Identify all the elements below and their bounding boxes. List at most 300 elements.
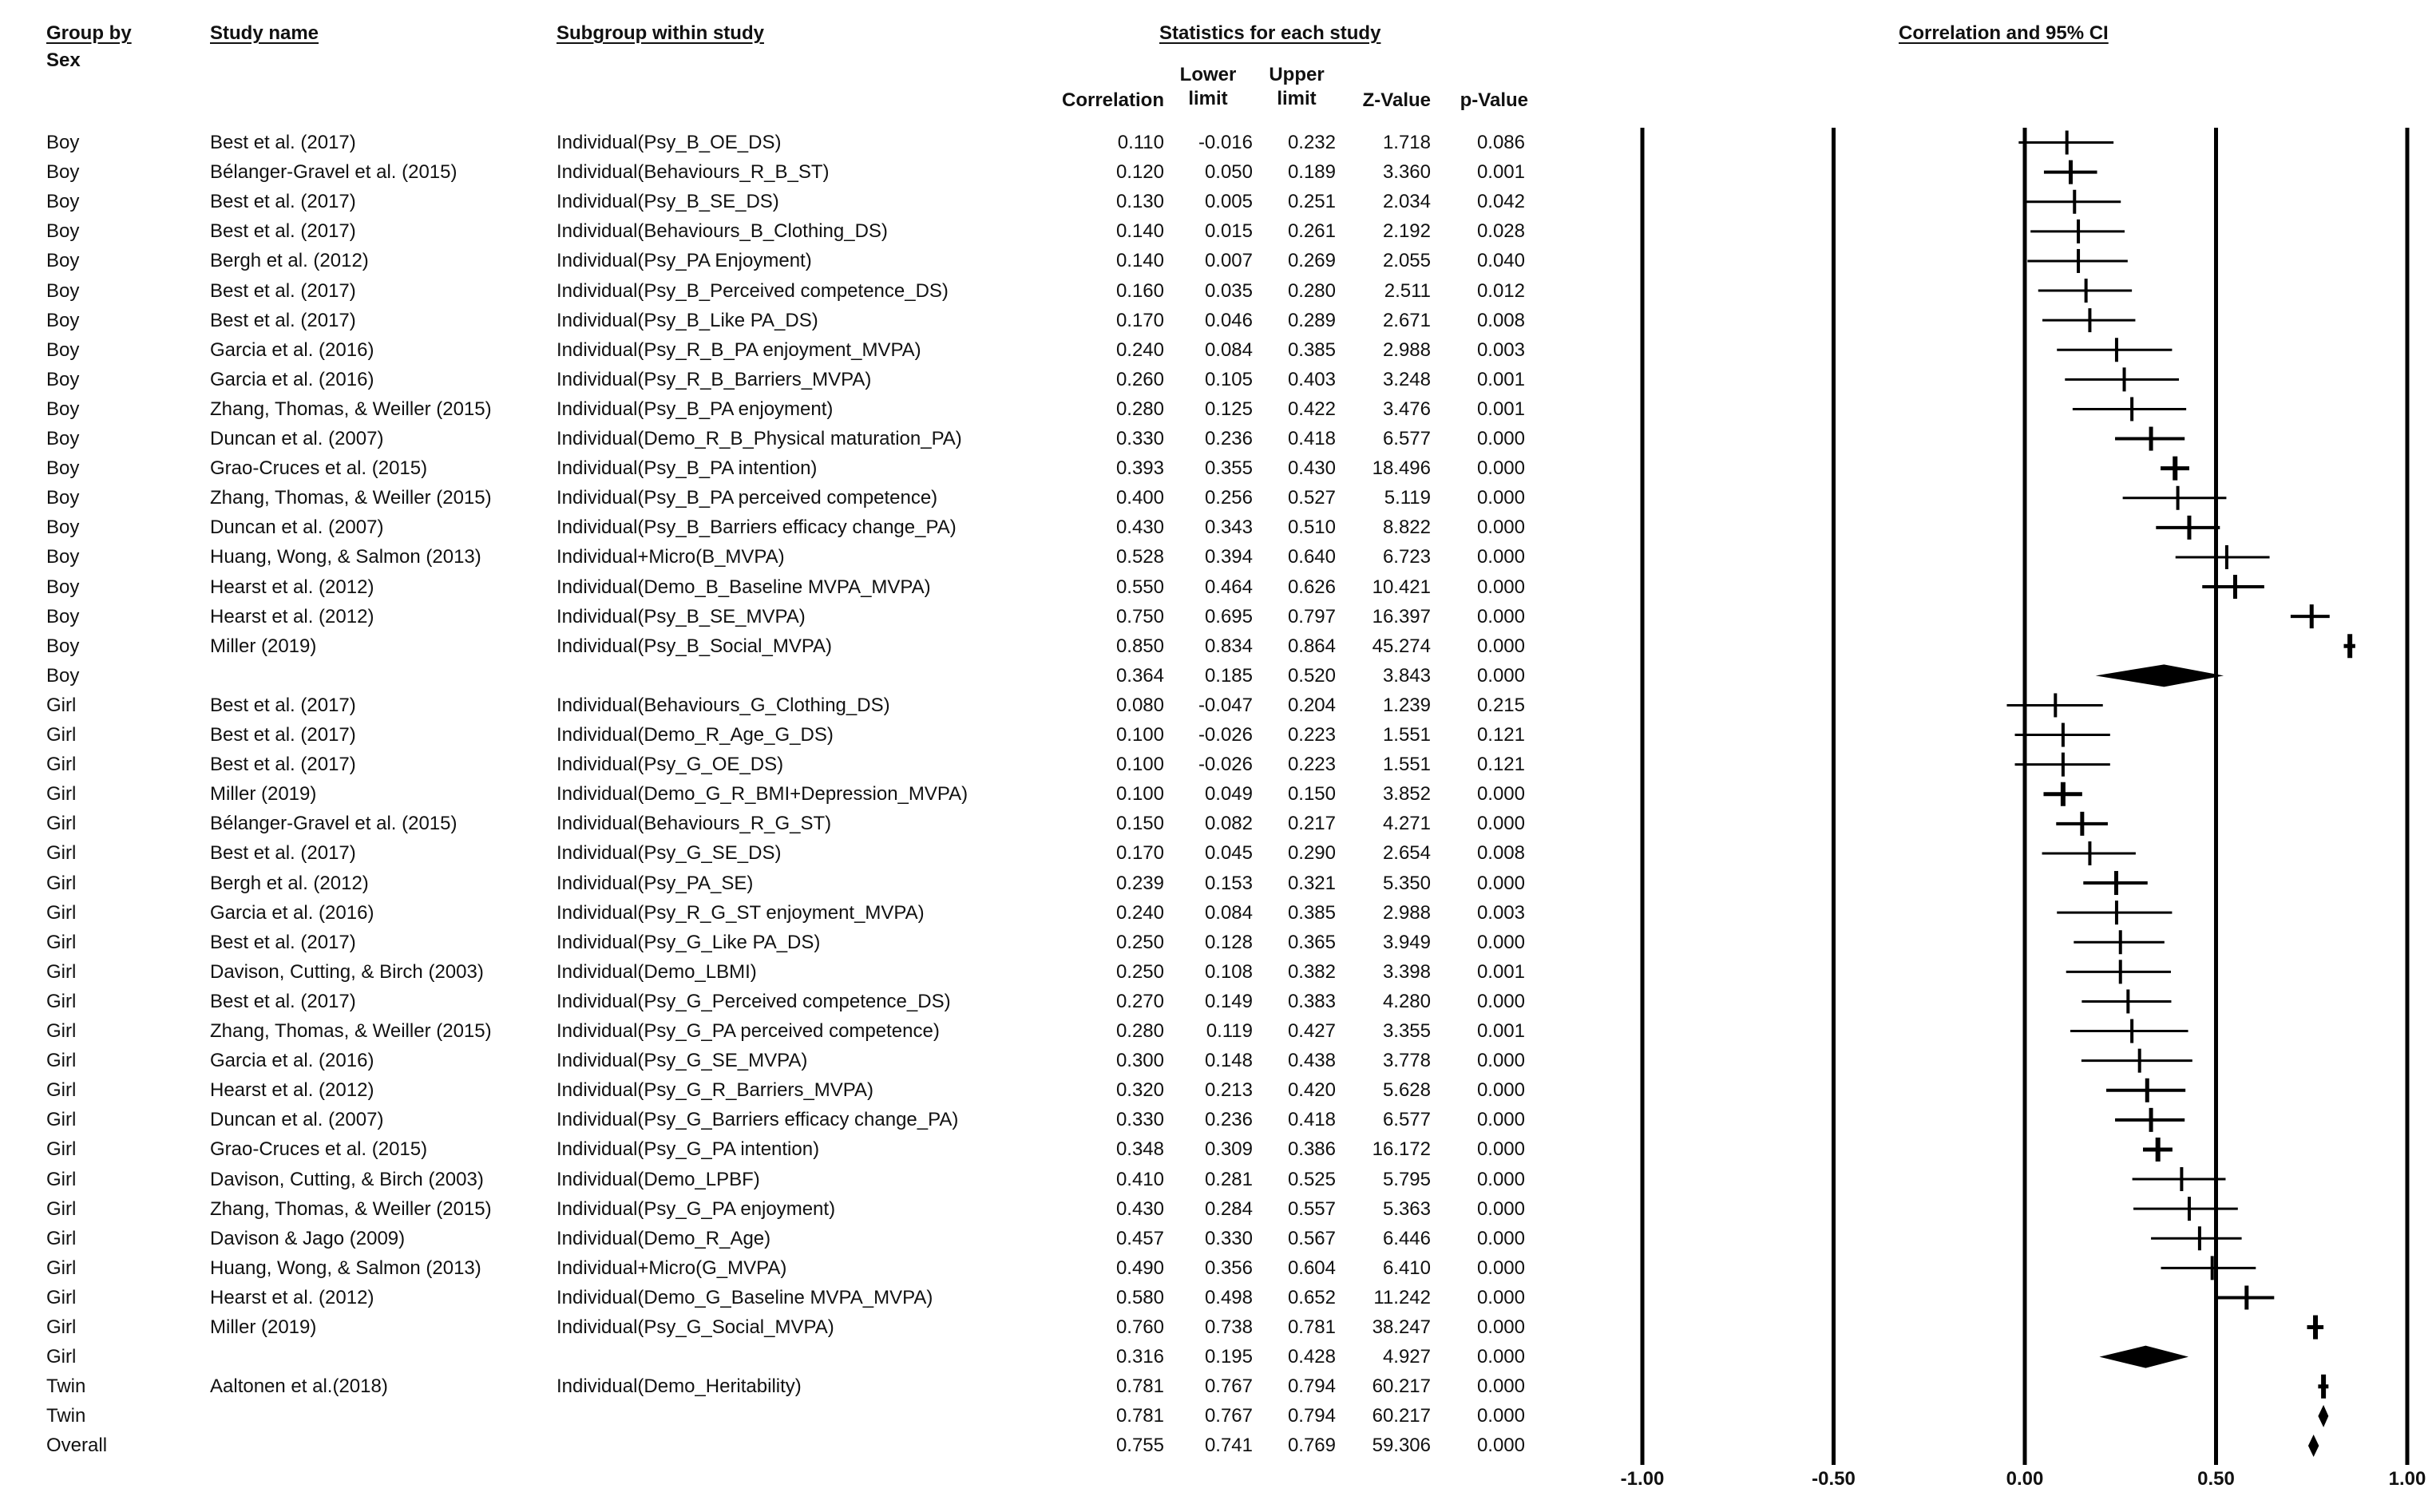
row-study-name: Davison & Jago (2009) <box>210 1227 406 1249</box>
row-group: Boy <box>46 220 80 243</box>
row-z-value: 2.055 <box>1382 250 1431 272</box>
row-p-value: 0.001 <box>1476 368 1525 390</box>
row-p-value: 0.042 <box>1476 191 1525 213</box>
row-z-value: 8.822 <box>1382 517 1431 539</box>
row-group: Girl <box>46 813 77 835</box>
row-group: Boy <box>46 664 80 687</box>
row-study-name: Garcia et al. (2016) <box>210 338 374 361</box>
row-lower-limit: 0.185 <box>1204 664 1253 687</box>
row-z-value: 5.795 <box>1382 1168 1431 1190</box>
row-correlation: 0.490 <box>1115 1257 1164 1279</box>
row-group: Girl <box>46 1346 77 1368</box>
row-p-value: 0.028 <box>1476 220 1525 243</box>
row-lower-limit: 0.695 <box>1204 605 1253 627</box>
row-z-value: 3.355 <box>1382 1020 1431 1042</box>
row-lower-limit: 0.084 <box>1204 901 1253 924</box>
row-upper-limit: 0.525 <box>1287 1168 1336 1190</box>
row-subgroup: Individual(Demo_LBMI) <box>557 960 757 983</box>
row-subgroup: Individual(Psy_B_OE_DS) <box>557 132 782 153</box>
row-lower-limit: 0.148 <box>1204 1050 1253 1072</box>
forest-ticks <box>1621 1468 2426 1490</box>
row-correlation: 0.330 <box>1115 1109 1164 1131</box>
row-z-value: 1.551 <box>1382 724 1431 746</box>
row-z-value: 11.242 <box>1373 1286 1431 1308</box>
row-p-value: 0.000 <box>1476 487 1525 509</box>
row-p-value: 0.000 <box>1476 783 1525 805</box>
row-p-value: 0.000 <box>1476 664 1525 687</box>
row-subgroup: Individual(Psy_G_PA perceived competence) <box>557 1020 940 1042</box>
row-upper-limit: 0.382 <box>1287 960 1336 983</box>
row-lower-limit: 0.236 <box>1204 1109 1253 1131</box>
row-z-value: 2.192 <box>1382 220 1431 243</box>
row-subgroup: Individual(Demo_Heritability) <box>557 1375 802 1398</box>
colhead-lower-line2: limit <box>1188 88 1228 109</box>
row-lower-limit: 0.015 <box>1204 220 1253 243</box>
row-upper-limit: 0.520 <box>1287 664 1336 687</box>
row-group: Girl <box>46 1109 77 1131</box>
row-subgroup: Individual(Psy_B_PA perceived competence) <box>557 487 938 509</box>
row-correlation: 0.100 <box>1115 754 1164 776</box>
row-p-value: 0.000 <box>1476 457 1525 480</box>
row-study-name: Bélanger-Gravel et al. (2015) <box>210 813 457 835</box>
row-study-name: Duncan et al. (2007) <box>210 517 384 539</box>
row-p-value: 0.001 <box>1476 398 1525 420</box>
row-upper-limit: 0.321 <box>1287 872 1336 894</box>
row-group: Boy <box>46 161 80 184</box>
row-lower-limit: 0.050 <box>1204 161 1253 184</box>
row-upper-limit: 0.269 <box>1287 250 1336 272</box>
row-group: Girl <box>46 754 77 776</box>
row-lower-limit: 0.343 <box>1204 517 1253 539</box>
row-group: Boy <box>46 487 80 509</box>
row-z-value: 3.360 <box>1382 161 1431 184</box>
row-p-value: 0.001 <box>1476 960 1525 983</box>
row-lower-limit: 0.046 <box>1204 309 1253 331</box>
row-p-value: 0.001 <box>1476 161 1525 184</box>
row-correlation: 0.457 <box>1115 1227 1164 1249</box>
row-subgroup: Individual(Demo_R_Age) <box>557 1227 771 1249</box>
row-upper-limit: 0.403 <box>1287 368 1336 390</box>
row-lower-limit: 0.035 <box>1204 279 1253 302</box>
row-study-name: Best et al. (2017) <box>210 754 356 776</box>
forest-marks <box>2006 131 2355 1457</box>
row-group: Boy <box>46 457 80 480</box>
row-group: Boy <box>46 309 80 331</box>
row-study-name: Hearst et al. (2012) <box>210 1079 374 1102</box>
row-z-value: 2.034 <box>1382 191 1431 213</box>
row-group: Boy <box>46 546 80 568</box>
colhead-lower-line1: Lower <box>1179 64 1237 85</box>
row-lower-limit: 0.355 <box>1204 457 1253 480</box>
row-upper-limit: 0.386 <box>1287 1138 1336 1161</box>
row-lower-limit: 0.356 <box>1204 1257 1253 1279</box>
row-subgroup: Individual(Psy_B_SE_DS) <box>557 191 779 213</box>
row-correlation: 0.364 <box>1115 664 1164 687</box>
row-lower-limit: 0.128 <box>1204 931 1253 953</box>
row-lower-limit: 0.105 <box>1204 368 1253 390</box>
row-study-name: Best et al. (2017) <box>210 191 356 213</box>
row-subgroup: Individual(Behaviours_R_B_ST) <box>557 161 830 184</box>
row-lower-limit: 0.834 <box>1204 635 1253 657</box>
row-subgroup: Individual(Demo_G_R_BMI+Depression_MVPA) <box>557 783 968 805</box>
row-z-value: 1.551 <box>1382 754 1431 776</box>
row-p-value: 0.000 <box>1476 1405 1525 1427</box>
row-upper-limit: 0.794 <box>1287 1405 1336 1427</box>
row-z-value: 3.476 <box>1382 398 1431 420</box>
row-group: Boy <box>46 576 80 598</box>
row-correlation: 0.430 <box>1115 517 1164 539</box>
x-tick-label: -1.00 <box>1620 1468 1665 1490</box>
row-subgroup: Individual(Demo_R_Age_G_DS) <box>557 724 834 746</box>
row-study-name: Best et al. (2017) <box>210 220 356 243</box>
colhead-z-value: Z-Value <box>1362 89 1431 111</box>
row-upper-limit: 0.232 <box>1287 132 1336 153</box>
row-upper-limit: 0.289 <box>1287 309 1336 331</box>
row-study-name: Grao-Cruces et al. (2015) <box>210 457 428 480</box>
row-correlation: 0.240 <box>1115 338 1164 361</box>
row-study-name: Bélanger-Gravel et al. (2015) <box>210 161 457 184</box>
row-study-name: Miller (2019) <box>210 1316 317 1338</box>
row-correlation: 0.140 <box>1115 250 1164 272</box>
row-correlation: 0.160 <box>1115 279 1164 302</box>
row-lower-limit: 0.741 <box>1204 1435 1253 1457</box>
row-correlation: 0.430 <box>1115 1197 1164 1220</box>
row-z-value: 6.723 <box>1382 546 1431 568</box>
row-correlation: 0.580 <box>1115 1286 1164 1308</box>
row-z-value: 3.949 <box>1382 931 1431 953</box>
row-lower-limit: -0.026 <box>1198 754 1253 776</box>
header-study-name: Study name <box>210 22 319 44</box>
row-upper-limit: 0.383 <box>1287 990 1336 1012</box>
row-subgroup: Individual(Demo_B_Baseline MVPA_MVPA) <box>557 576 931 598</box>
row-z-value: 2.988 <box>1382 901 1431 924</box>
row-study-name: Aaltonen et al.(2018) <box>210 1375 388 1398</box>
row-upper-limit: 0.557 <box>1287 1197 1336 1220</box>
row-p-value: 0.000 <box>1476 635 1525 657</box>
row-p-value: 0.121 <box>1476 724 1525 746</box>
row-p-value: 0.086 <box>1476 132 1525 153</box>
row-p-value: 0.000 <box>1476 1138 1525 1161</box>
row-correlation: 0.270 <box>1115 990 1164 1012</box>
row-correlation: 0.100 <box>1115 783 1164 805</box>
row-study-name: Best et al. (2017) <box>210 990 356 1012</box>
row-lower-limit: 0.309 <box>1204 1138 1253 1161</box>
row-upper-limit: 0.217 <box>1287 813 1336 835</box>
row-subgroup: Individual(Psy_B_Barriers efficacy change_PA) <box>557 517 957 539</box>
row-correlation: 0.170 <box>1115 309 1164 331</box>
row-upper-limit: 0.251 <box>1287 191 1336 213</box>
row-correlation: 0.400 <box>1115 487 1164 509</box>
row-study-name: Best et al. (2017) <box>210 931 356 953</box>
row-z-value: 2.511 <box>1384 279 1431 302</box>
summary-diamond <box>2318 1405 2328 1427</box>
row-z-value: 2.654 <box>1382 842 1431 865</box>
row-subgroup: Individual(Behaviours_B_Clothing_DS) <box>557 220 888 243</box>
row-correlation: 0.300 <box>1115 1050 1164 1072</box>
row-study-name: Best et al. (2017) <box>210 309 356 331</box>
row-upper-limit: 0.769 <box>1287 1435 1336 1457</box>
row-group: Boy <box>46 338 80 361</box>
row-z-value: 6.410 <box>1382 1257 1431 1279</box>
row-group: Girl <box>46 1227 77 1249</box>
row-subgroup: Individual(Demo_G_Baseline MVPA_MVPA) <box>557 1286 933 1308</box>
row-p-value: 0.000 <box>1476 1316 1525 1338</box>
row-lower-limit: 0.119 <box>1206 1020 1253 1042</box>
row-p-value: 0.000 <box>1476 1050 1525 1072</box>
row-group: Boy <box>46 191 80 213</box>
row-study-name: Duncan et al. (2007) <box>210 1109 384 1131</box>
row-upper-limit: 0.794 <box>1287 1375 1336 1398</box>
row-upper-limit: 0.640 <box>1287 546 1336 568</box>
row-group: Girl <box>46 1257 77 1279</box>
row-correlation: 0.280 <box>1115 398 1164 420</box>
row-lower-limit: 0.007 <box>1204 250 1253 272</box>
row-group: Overall <box>46 1435 108 1457</box>
row-lower-limit: 0.464 <box>1204 576 1253 598</box>
row-z-value: 1.718 <box>1382 132 1431 153</box>
row-subgroup: Individual(Psy_G_OE_DS) <box>557 754 784 776</box>
row-z-value: 5.119 <box>1384 487 1431 509</box>
row-correlation: 0.280 <box>1115 1020 1164 1042</box>
row-group: Boy <box>46 635 80 657</box>
row-subgroup: Individual(Psy_G_Perceived competence_DS) <box>557 990 951 1012</box>
row-subgroup: Individual(Psy_G_Social_MVPA) <box>557 1316 834 1338</box>
row-lower-limit: -0.016 <box>1198 132 1253 153</box>
row-study-name: Garcia et al. (2016) <box>210 368 374 390</box>
row-z-value: 5.350 <box>1382 872 1431 894</box>
row-group: Girl <box>46 1079 77 1102</box>
row-z-value: 16.172 <box>1372 1138 1431 1161</box>
row-subgroup: Individual(Psy_B_SE_MVPA) <box>557 605 806 627</box>
row-correlation: 0.316 <box>1115 1346 1164 1368</box>
row-study-name: Zhang, Thomas, & Weiller (2015) <box>210 398 492 420</box>
row-correlation: 0.239 <box>1115 872 1164 894</box>
row-z-value: 3.852 <box>1382 783 1431 805</box>
row-upper-limit: 0.385 <box>1287 901 1336 924</box>
row-study-name: Best et al. (2017) <box>210 842 356 865</box>
row-subgroup: Individual(Psy_G_Barriers efficacy change_PA) <box>557 1109 959 1131</box>
row-study-name: Best et al. (2017) <box>210 694 356 716</box>
row-upper-limit: 0.290 <box>1287 842 1336 865</box>
row-subgroup: Individual(Demo_R_B_Physical maturation_PA) <box>557 428 962 449</box>
row-subgroup: Individual(Psy_PA_SE) <box>557 872 754 894</box>
row-group: Girl <box>46 1138 77 1161</box>
row-study-name: Hearst et al. (2012) <box>210 605 374 627</box>
row-subgroup: Individual(Psy_B_Perceived competence_DS) <box>557 279 949 302</box>
row-subgroup: Individual(Behaviours_G_Clothing_DS) <box>557 694 890 716</box>
row-subgroup: Individual(Psy_G_SE_DS) <box>557 842 782 865</box>
row-subgroup: Individual(Psy_G_PA enjoyment) <box>557 1197 836 1220</box>
row-z-value: 2.671 <box>1382 309 1431 331</box>
row-z-value: 2.988 <box>1382 338 1431 361</box>
row-upper-limit: 0.150 <box>1287 783 1336 805</box>
colhead-correlation: Correlation <box>1061 89 1164 111</box>
colhead-upper-line1: Upper <box>1269 64 1325 85</box>
row-upper-limit: 0.189 <box>1287 161 1336 184</box>
row-correlation: 0.760 <box>1115 1316 1164 1338</box>
row-p-value: 0.040 <box>1476 250 1525 272</box>
row-p-value: 0.000 <box>1476 576 1525 598</box>
row-correlation: 0.850 <box>1115 635 1164 657</box>
row-group: Girl <box>46 990 77 1012</box>
row-correlation: 0.348 <box>1115 1138 1164 1161</box>
row-upper-limit: 0.422 <box>1287 398 1336 420</box>
row-subgroup: Individual(Psy_G_Like PA_DS) <box>557 931 821 953</box>
row-subgroup: Individual+Micro(B_MVPA) <box>557 546 785 568</box>
row-correlation: 0.170 <box>1115 842 1164 865</box>
row-upper-limit: 0.204 <box>1287 694 1336 716</box>
header-statistics: Statistics for each study <box>1159 22 1381 44</box>
row-group: Girl <box>46 1020 77 1042</box>
row-study-name: Bergh et al. (2012) <box>210 250 369 272</box>
row-group: Girl <box>46 1286 77 1308</box>
row-p-value: 0.003 <box>1476 901 1525 924</box>
row-upper-limit: 0.527 <box>1287 487 1336 509</box>
row-z-value: 16.397 <box>1372 605 1431 627</box>
summary-diamond <box>2096 664 2224 687</box>
row-p-value: 0.000 <box>1476 990 1525 1012</box>
row-upper-limit: 0.430 <box>1287 457 1336 480</box>
row-upper-limit: 0.781 <box>1287 1316 1336 1338</box>
row-z-value: 1.239 <box>1382 694 1431 716</box>
row-p-value: 0.003 <box>1476 338 1525 361</box>
row-p-value: 0.000 <box>1476 1375 1525 1398</box>
row-lower-limit: 0.394 <box>1204 546 1253 568</box>
row-p-value: 0.000 <box>1476 605 1525 627</box>
row-group: Girl <box>46 1050 77 1072</box>
row-p-value: 0.000 <box>1476 1227 1525 1249</box>
row-p-value: 0.121 <box>1476 754 1525 776</box>
row-upper-limit: 0.438 <box>1287 1050 1336 1072</box>
row-p-value: 0.000 <box>1476 1168 1525 1190</box>
row-subgroup: Individual(Psy_R_B_Barriers_MVPA) <box>557 368 872 390</box>
row-group: Girl <box>46 694 77 716</box>
row-subgroup: Individual(Psy_PA Enjoyment) <box>557 250 812 272</box>
row-group: Boy <box>46 517 80 539</box>
row-lower-limit: 0.213 <box>1204 1079 1253 1102</box>
row-subgroup: Individual(Behaviours_R_G_ST) <box>557 813 832 835</box>
row-upper-limit: 0.567 <box>1287 1227 1336 1249</box>
row-study-name: Miller (2019) <box>210 635 317 657</box>
row-upper-limit: 0.223 <box>1287 754 1336 776</box>
row-group: Girl <box>46 931 77 953</box>
row-p-value: 0.000 <box>1476 931 1525 953</box>
row-correlation: 0.320 <box>1115 1079 1164 1102</box>
row-correlation: 0.130 <box>1115 191 1164 213</box>
row-p-value: 0.000 <box>1476 813 1525 835</box>
row-study-name: Zhang, Thomas, & Weiller (2015) <box>210 1197 492 1220</box>
row-study-name: Hearst et al. (2012) <box>210 576 374 598</box>
row-lower-limit: 0.195 <box>1204 1346 1253 1368</box>
row-study-name: Best et al. (2017) <box>210 132 356 153</box>
row-study-name: Duncan et al. (2007) <box>210 428 384 449</box>
row-upper-limit: 0.510 <box>1287 517 1336 539</box>
row-lower-limit: 0.256 <box>1204 487 1253 509</box>
row-lower-limit: 0.049 <box>1204 783 1253 805</box>
row-group: Girl <box>46 842 77 865</box>
row-study-name: Hearst et al. (2012) <box>210 1286 374 1308</box>
row-correlation: 0.781 <box>1115 1405 1164 1427</box>
row-z-value: 5.628 <box>1382 1079 1431 1102</box>
row-lower-limit: 0.330 <box>1204 1227 1253 1249</box>
row-study-name: Garcia et al. (2016) <box>210 901 374 924</box>
row-lower-limit: 0.284 <box>1204 1197 1253 1220</box>
row-correlation: 0.781 <box>1115 1375 1164 1398</box>
row-group: Boy <box>46 132 80 153</box>
row-group: Girl <box>46 901 77 924</box>
row-subgroup: Individual(Demo_LPBF) <box>557 1168 760 1190</box>
row-correlation: 0.100 <box>1115 724 1164 746</box>
row-correlation: 0.750 <box>1115 605 1164 627</box>
row-p-value: 0.000 <box>1476 1346 1525 1368</box>
row-study-name: Bergh et al. (2012) <box>210 872 369 894</box>
row-upper-limit: 0.261 <box>1287 220 1336 243</box>
colhead-upper-line2: limit <box>1277 88 1317 109</box>
row-p-value: 0.000 <box>1476 428 1525 449</box>
header-group-by: Group by <box>46 22 132 44</box>
row-group: Boy <box>46 250 80 272</box>
row-subgroup: Individual(Psy_G_R_Barriers_MVPA) <box>557 1079 874 1102</box>
row-p-value: 0.000 <box>1476 1435 1525 1457</box>
row-correlation: 0.110 <box>1117 132 1164 153</box>
row-subgroup: Individual(Psy_G_PA intention) <box>557 1138 820 1161</box>
row-subgroup: Individual(Psy_R_B_PA enjoyment_MVPA) <box>557 338 921 361</box>
row-upper-limit: 0.420 <box>1287 1079 1336 1102</box>
row-correlation: 0.410 <box>1115 1168 1164 1190</box>
row-z-value: 6.577 <box>1382 428 1431 449</box>
row-lower-limit: 0.149 <box>1204 990 1253 1012</box>
row-lower-limit: 0.005 <box>1204 191 1253 213</box>
row-upper-limit: 0.864 <box>1287 635 1336 657</box>
row-study-name: Best et al. (2017) <box>210 724 356 746</box>
row-correlation: 0.260 <box>1115 368 1164 390</box>
row-group: Boy <box>46 368 80 390</box>
row-correlation: 0.120 <box>1115 161 1164 184</box>
row-z-value: 6.577 <box>1382 1109 1431 1131</box>
header-plot-title: Correlation and 95% CI <box>1899 22 2109 44</box>
row-study-name: Davison, Cutting, & Birch (2003) <box>210 1168 484 1190</box>
row-correlation: 0.240 <box>1115 901 1164 924</box>
row-study-name: Garcia et al. (2016) <box>210 1050 374 1072</box>
row-upper-limit: 0.652 <box>1287 1286 1336 1308</box>
row-upper-limit: 0.604 <box>1287 1257 1336 1279</box>
row-group: Girl <box>46 1197 77 1220</box>
row-study-name: Grao-Cruces et al. (2015) <box>210 1138 428 1161</box>
row-subgroup: Individual(Psy_B_PA intention) <box>557 457 818 480</box>
row-study-name: Zhang, Thomas, & Weiller (2015) <box>210 1020 492 1042</box>
row-subgroup: Individual(Psy_B_Social_MVPA) <box>557 635 833 657</box>
row-group: Boy <box>46 279 80 302</box>
row-z-value: 3.778 <box>1382 1050 1431 1072</box>
row-study-name: Zhang, Thomas, & Weiller (2015) <box>210 487 492 509</box>
row-correlation: 0.250 <box>1115 931 1164 953</box>
row-group: Twin <box>46 1405 86 1427</box>
row-correlation: 0.550 <box>1115 576 1164 598</box>
row-study-name: Miller (2019) <box>210 783 317 805</box>
row-z-value: 4.927 <box>1382 1346 1431 1368</box>
row-group: Girl <box>46 783 77 805</box>
row-upper-limit: 0.385 <box>1287 338 1336 361</box>
row-z-value: 5.363 <box>1382 1197 1431 1220</box>
row-lower-limit: 0.767 <box>1204 1405 1253 1427</box>
row-correlation: 0.330 <box>1115 428 1164 449</box>
row-lower-limit: 0.281 <box>1204 1168 1253 1190</box>
row-correlation: 0.140 <box>1115 220 1164 243</box>
row-subgroup: Individual+Micro(G_MVPA) <box>557 1257 787 1279</box>
row-group: Twin <box>46 1375 86 1398</box>
row-study-name: Huang, Wong, & Salmon (2013) <box>210 546 481 568</box>
row-p-value: 0.001 <box>1476 1020 1525 1042</box>
